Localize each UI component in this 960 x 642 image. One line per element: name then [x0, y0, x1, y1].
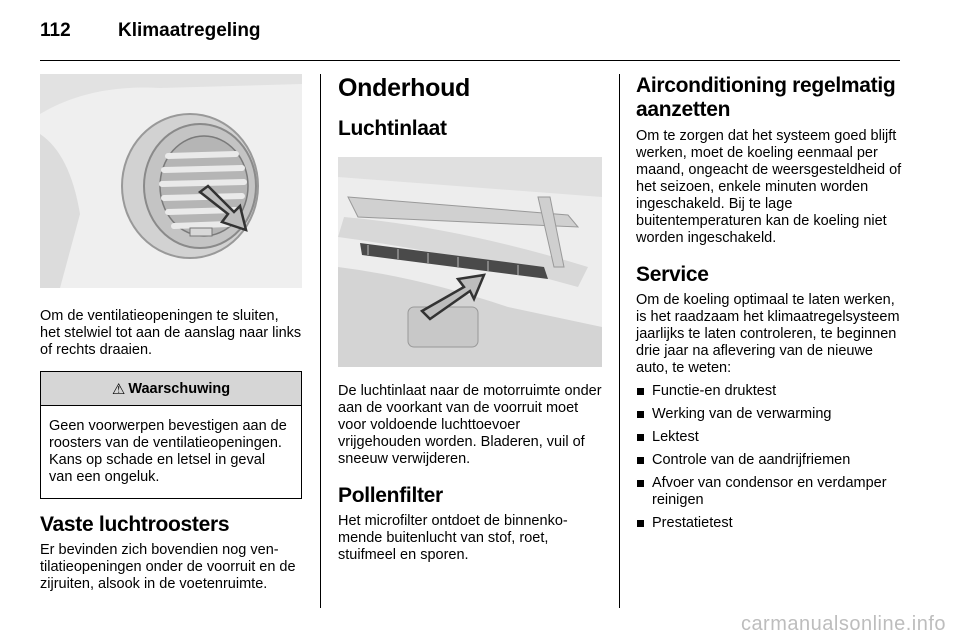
list-item: Lektest: [636, 429, 902, 446]
service-text: Om de koeling optimaal te laten werken, is het raadzaam het klimaatregelsysteem jaarlijks te laten controleren, te beginnen drie jaar na aflevering van de nieuwe auto, te weten:: [636, 292, 900, 376]
section-text: Het microfilter ontdoet de binnenkomende buitenlucht van stof, roet, stuifmeel en sporen.: [338, 513, 568, 563]
bullet-icon: [637, 411, 644, 418]
list-item: Functie-en druktest: [636, 383, 902, 400]
section-text: Om te zorgen dat het systeem goed blijft werken, moet de koeling eenmaal per maand, ongeacht de weersgesteldheid of het seizoen, enkele minuten worden ingeschakeld. Bij te lage buitentemperaturen kan de koeling niet worden ingeschakeld.: [636, 128, 902, 246]
column-middle: [338, 74, 602, 564]
chapter-title: Onderhoud: [338, 74, 471, 102]
warning-body: [41, 406, 301, 498]
bullet-icon: [637, 520, 644, 527]
section-title: Pollenfilter: [338, 484, 443, 507]
service-list: [636, 383, 902, 532]
section-text: Er bevinden zich bovendien nog ventilatieopeningen onder de voorruit en de zijruiten, alsook in de voetenruimte.: [40, 542, 296, 592]
watermark: carmanualsonline.info: [740, 613, 946, 635]
air-inlet-drawing: [338, 157, 602, 367]
warning-text: Geen voorwerpen bevestigen aan de roosters van de ventilatieopeningen. Kans op schade en letsel in geval van een ongeluk.: [49, 418, 287, 485]
air-inlet-illustration: [338, 157, 602, 367]
column-left: [40, 74, 302, 593]
bullet-icon: [637, 388, 644, 395]
section-subtitle: Luchtinlaat: [338, 117, 447, 140]
service-title: Service: [636, 263, 709, 286]
air-vent-illustration: [40, 74, 302, 288]
bullet-icon: [637, 480, 644, 487]
running-title: Klimaatregeling: [118, 20, 261, 41]
figure-caption: Om de ventilatieopeningen te sluiten, het stelwiel tot aan de aanslag naar links of rechts draaien.: [40, 308, 302, 358]
column-right: [636, 74, 902, 538]
section-title: Vaste luchtroosters: [40, 513, 230, 536]
bullet-icon: [637, 457, 644, 464]
figure-caption: De luchtinlaat naar de motorruimte onder aan de voorkant van de voorruit moet voor voldoende luchttoevoer vrijgehouden worden. Bladeren, vuil of sneeuw verwijderen.: [338, 383, 602, 467]
column-divider: [320, 74, 321, 608]
air-vent-drawing: [40, 74, 302, 288]
column-divider: [619, 74, 620, 608]
warning-box: [40, 371, 302, 499]
list-item: Afvoer van condensor en verdamper reinigen: [636, 475, 902, 509]
list-item: Controle van de aandrijfriemen: [636, 452, 902, 469]
warning-header: [41, 372, 301, 406]
bullet-icon: [637, 434, 644, 441]
section-title: Airconditioning regelmatig aanzetten: [636, 74, 896, 121]
page-number: 112: [40, 20, 71, 41]
list-item: Prestatietest: [636, 515, 902, 532]
warning-triangle-icon: ⚠: [111, 380, 126, 398]
warning-title: Waarschuwing: [128, 380, 231, 397]
list-item: Werking van de verwarming: [636, 406, 902, 423]
header-rule: [40, 60, 900, 61]
page-header: [40, 14, 900, 50]
